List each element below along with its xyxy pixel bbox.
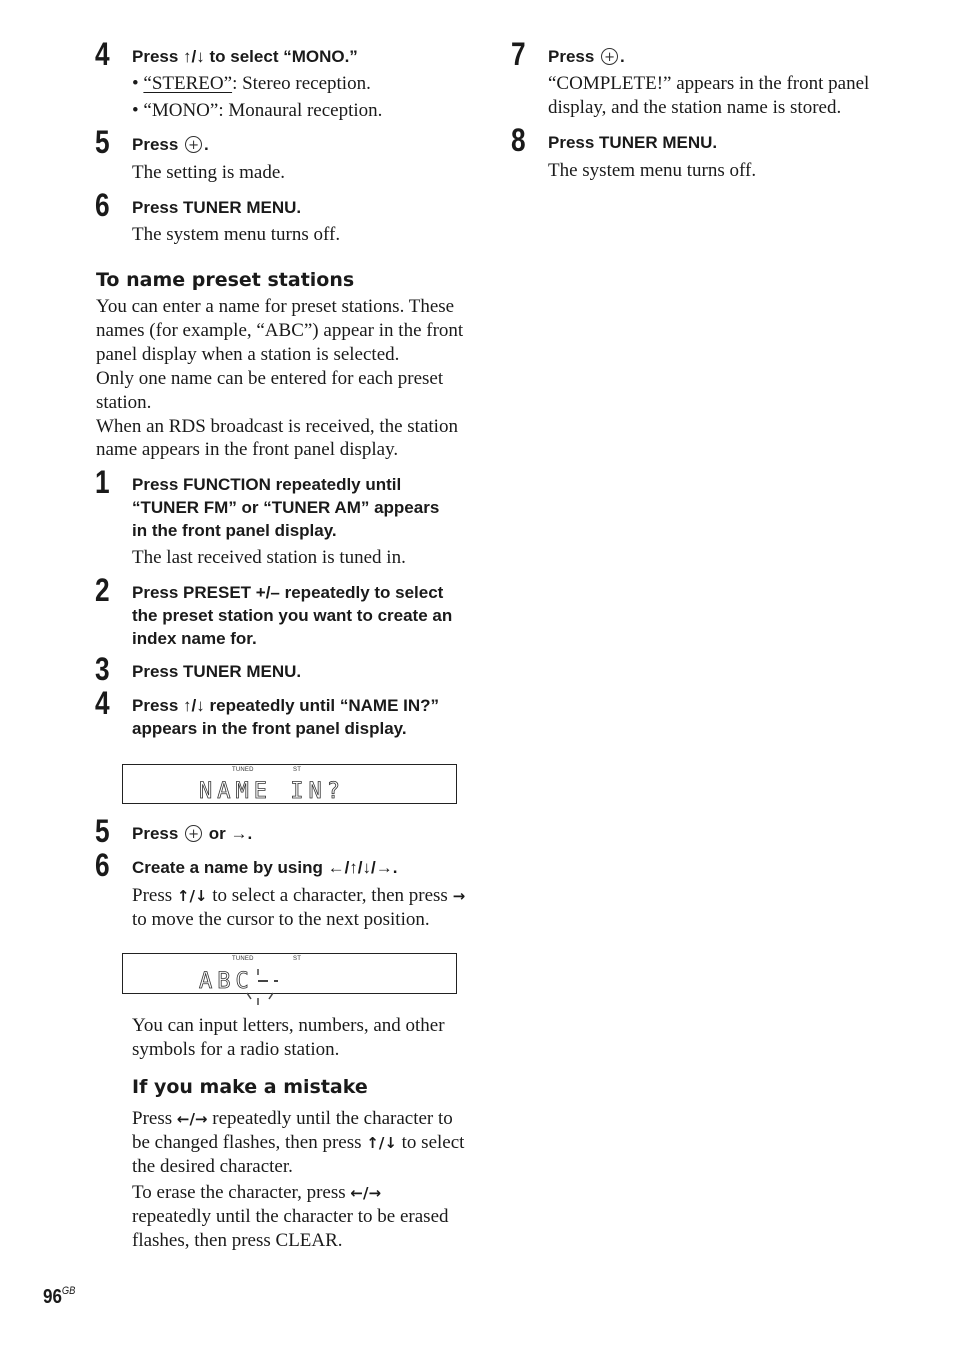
step-heading: “TUNER FM” or “TUNER AM” appears: [132, 498, 440, 517]
step-heading-text: Press: [132, 696, 184, 715]
page-number-value: 96: [43, 1286, 62, 1308]
body-text: To erase the character, press: [132, 1182, 351, 1203]
body-text: Press: [132, 1108, 177, 1129]
step-number: 5: [95, 813, 110, 849]
step-heading: in the front panel display.: [132, 521, 337, 540]
bullet-item: • “MONO”: Monaural reception.: [132, 100, 383, 121]
enter-button-icon: [601, 48, 618, 65]
paragraph-line: When an RDS broadcast is received, the station: [96, 416, 458, 437]
paragraph-line: panel display when a station is selected.: [96, 344, 400, 365]
stereo-link[interactable]: “STEREO”: [143, 73, 233, 94]
body-text: repeatedly until the character to: [207, 1108, 453, 1129]
body-text: Press: [132, 885, 177, 906]
step-body: “COMPLETE!” appears in the front panel: [548, 73, 870, 94]
paragraph-line: [132, 1131, 464, 1155]
step-number: 1: [95, 464, 110, 500]
step-body: to move the cursor to the next position.: [132, 909, 430, 930]
step-heading: [132, 822, 252, 845]
up-down-arrow-icon: ↑/↓: [183, 696, 205, 715]
step-heading-text: .: [204, 135, 209, 154]
bullet-text: : Stereo reception.: [232, 73, 371, 94]
arrow-keys-icon: ←/↑/↓/→: [327, 858, 393, 877]
step-number: 4: [95, 36, 110, 72]
paragraph-line: You can input letters, numbers, and other: [132, 1015, 445, 1036]
step-heading-text: Press: [132, 824, 184, 843]
flash-mark: [247, 993, 251, 999]
step-heading-text: Create a name by using: [132, 858, 328, 877]
stereo-indicator: ST: [293, 956, 302, 962]
step-heading: [132, 694, 439, 717]
step-heading: [132, 133, 209, 156]
step-heading-text: Press: [132, 47, 184, 66]
step-heading: [132, 856, 397, 879]
page-number: [43, 1285, 75, 1309]
body-text: to select: [396, 1132, 465, 1153]
left-right-arrow-icon: ←/→: [176, 1110, 208, 1128]
bullet-marker: •: [132, 73, 144, 94]
step-heading: Press PRESET +/– repeatedly to select: [132, 583, 444, 602]
paragraph-line: the desired character.: [132, 1156, 293, 1177]
step-number: 2: [95, 572, 110, 608]
step-number: 7: [511, 36, 526, 72]
step-heading: Press TUNER MENU.: [548, 133, 718, 152]
step-number: 6: [95, 187, 110, 223]
paragraph-line: Only one name can be entered for each preset: [96, 368, 444, 389]
step-heading-text: .: [620, 47, 625, 66]
step-heading: [548, 45, 625, 68]
step-heading: Press TUNER MENU.: [132, 198, 302, 217]
tuned-indicator: TUNED: [232, 956, 254, 962]
step-number: 3: [95, 651, 110, 687]
bullet-item: [132, 72, 371, 96]
step-body: [132, 884, 465, 908]
step-heading-text: repeatedly until “NAME IN?”: [204, 696, 440, 715]
step-heading-text: .: [247, 824, 253, 843]
step-number: 8: [511, 122, 526, 158]
step-heading-text: to select “MONO.”: [204, 47, 358, 66]
step-heading: index name for.: [132, 629, 257, 648]
step-heading: appears in the front panel display.: [132, 719, 407, 738]
step-body: The system menu turns off.: [548, 160, 757, 181]
paragraph-line: station.: [96, 392, 152, 413]
step-heading-text: Press: [548, 47, 600, 66]
paragraph-line: [132, 1107, 453, 1131]
step-number: 5: [95, 124, 110, 160]
step-heading-text: Press: [132, 135, 184, 154]
section-title: To name preset stations: [96, 269, 355, 291]
step-body: The setting is made.: [132, 162, 286, 183]
front-panel-display: [122, 953, 457, 994]
paragraph-line: You can enter a name for preset stations. These: [96, 296, 455, 317]
display-text: ABC: [199, 969, 254, 994]
step-body: The last received station is tuned in.: [132, 547, 406, 568]
section-title: If you make a mistake: [132, 1076, 368, 1098]
paragraph-line: names (for example, “ABC”) appear in the front: [96, 320, 464, 341]
enter-button-icon: [185, 825, 202, 842]
step-heading-text: or: [204, 824, 231, 843]
step-heading: Press FUNCTION repeatedly until: [132, 475, 402, 494]
step-heading: the preset station you want to create an: [132, 606, 453, 625]
step-heading: [132, 45, 358, 68]
display-text: NAME IN?: [199, 779, 345, 804]
flash-mark: [269, 993, 273, 999]
flashing-indicator-icon: [235, 965, 285, 1010]
step-body: display, and the station name is stored.: [548, 97, 842, 118]
step-number: 6: [95, 847, 110, 883]
paragraph-line: repeatedly until the character to be erased: [132, 1206, 449, 1227]
paragraph-line: flashes, then press CLEAR.: [132, 1230, 343, 1251]
page-region-suffix: GB: [61, 1285, 76, 1297]
step-number: 4: [95, 685, 110, 721]
paragraph-line: name appears in the front panel display.: [96, 439, 399, 460]
paragraph-line: [132, 1181, 381, 1205]
step-heading-text: .: [392, 858, 398, 877]
left-right-arrow-icon: ←/→: [350, 1184, 382, 1202]
body-text: be changed flashes, then press: [132, 1132, 367, 1153]
paragraph-line: symbols for a radio station.: [132, 1039, 340, 1060]
right-arrow-icon: →: [230, 824, 248, 843]
up-down-arrow-icon: ↑/↓: [183, 47, 205, 66]
body-text: to select a character, then press: [207, 885, 453, 906]
stereo-indicator: ST: [293, 767, 302, 773]
tuned-indicator: TUNED: [232, 767, 254, 773]
front-panel-display: [122, 764, 457, 804]
up-down-arrow-icon: ↑/↓: [366, 1134, 397, 1152]
step-body: The system menu turns off.: [132, 224, 341, 245]
up-down-arrow-icon: ↑/↓: [176, 887, 208, 905]
right-arrow-icon: →: [452, 887, 466, 905]
enter-button-icon: [185, 136, 202, 153]
step-heading: Press TUNER MENU.: [132, 662, 302, 681]
